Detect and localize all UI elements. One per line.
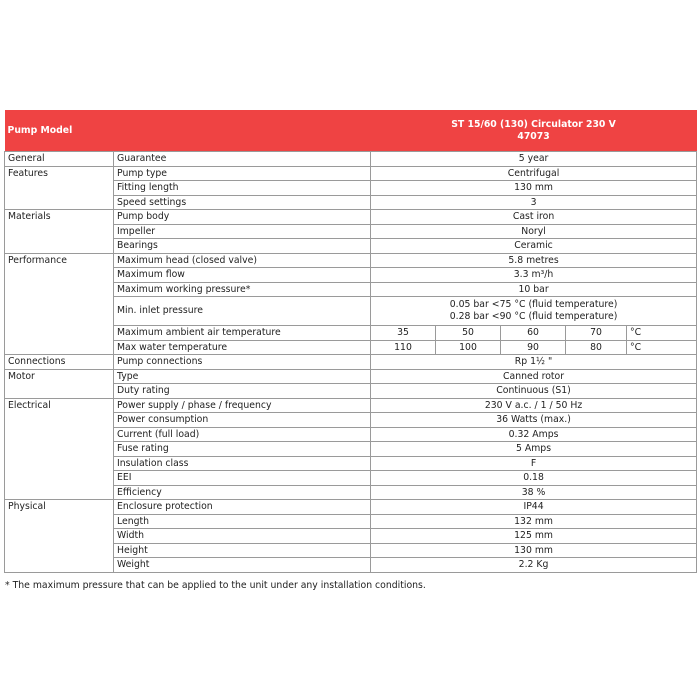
spec-label: Bearings [114,239,371,254]
spec-label: Power consumption [114,413,371,428]
table-row [5,500,697,515]
spec-value [371,297,697,326]
spec-label: Maximum flow [114,268,371,283]
spec-value: 3 [371,195,697,210]
spec-value: 38 % [371,485,697,500]
spec-value: 0.32 Amps [371,427,697,442]
spec-label: Min. inlet pressure [114,297,371,326]
spec-label: Power supply / phase / frequency [114,398,371,413]
spec-label: Length [114,514,371,529]
ambient-temp-value: 70 [566,326,627,341]
group-features: Features [5,166,114,210]
spec-value: 230 V a.c. / 1 / 50 Hz [371,398,697,413]
ambient-temp-value: 35 [371,326,436,341]
table-row [5,166,697,181]
group-connections: Connections [5,355,114,370]
group-physical: Physical [5,500,114,573]
spec-label: Type [114,369,371,384]
spec-value: 5.8 metres [371,253,697,268]
spec-value: Noryl [371,224,697,239]
spec-value: Continuous (S1) [371,384,697,399]
table-header-row [5,110,697,152]
spec-label: Maximum head (closed valve) [114,253,371,268]
unit-label: °C [627,340,697,355]
spec-value: Rp 1½ " [371,355,697,370]
group-electrical: Electrical [5,398,114,500]
spec-label: Fitting length [114,181,371,196]
spec-label: Current (full load) [114,427,371,442]
spec-label: Speed settings [114,195,371,210]
group-performance: Performance [5,253,114,355]
table-row [5,152,697,167]
unit-label: °C [627,326,697,341]
spec-label: Impeller [114,224,371,239]
pump-model-code: 47073 [517,130,550,142]
water-temp-value: 100 [436,340,501,355]
spec-label: Pump connections [114,355,371,370]
spec-value: 125 mm [371,529,697,544]
ambient-temp-value: 60 [501,326,566,341]
spec-value: IP44 [371,500,697,515]
spec-value: 36 Watts (max.) [371,413,697,428]
table-row [5,369,697,384]
spec-label: Maximum ambient air temperature [114,326,371,341]
spec-label: Weight [114,558,371,573]
inlet-pressure-75: 0.05 bar <75 °C (fluid temperature) [449,299,618,310]
spec-value: 130 mm [371,543,697,558]
spec-value: 3.3 m³/h [371,268,697,283]
spec-value: 10 bar [371,282,697,297]
spec-value: Centrifugal [371,166,697,181]
table-row [5,398,697,413]
spec-label: Height [114,543,371,558]
water-temp-value: 80 [566,340,627,355]
water-temp-value: 90 [501,340,566,355]
water-temp-value: 110 [371,340,436,355]
spec-value: 132 mm [371,514,697,529]
spec-label: Pump body [114,210,371,225]
inlet-pressure-90: 0.28 bar <90 °C (fluid temperature) [449,311,618,322]
pump-model-label: Pump Model [5,110,371,152]
pump-model-name: ST 15/60 (130) Circulator 230 V [451,118,616,130]
spec-value: 5 year [371,152,697,167]
spec-label: Width [114,529,371,544]
footnote: * The maximum pressure that can be applied to the unit under any installation conditions. [5,580,426,591]
table-row [5,210,697,225]
table-row [5,253,697,268]
spec-label: Fuse rating [114,442,371,457]
spec-value: 5 Amps [371,442,697,457]
ambient-temp-value: 50 [436,326,501,341]
spec-value: 0.18 [371,471,697,486]
group-materials: Materials [5,210,114,254]
spec-label: Duty rating [114,384,371,399]
spec-label: Max water temperature [114,340,371,355]
spec-table [4,110,697,573]
spec-value: Cast iron [371,210,697,225]
spec-value: F [371,456,697,471]
table-row [5,355,697,370]
spec-label: Efficiency [114,485,371,500]
spec-label: Guarantee [114,152,371,167]
group-motor: Motor [5,369,114,398]
group-general: General [5,152,114,167]
spec-value: 2.2 Kg [371,558,697,573]
spec-label: Pump type [114,166,371,181]
pump-model-value [371,110,697,152]
spec-value: Ceramic [371,239,697,254]
spec-label: Insulation class [114,456,371,471]
spec-value: Canned rotor [371,369,697,384]
spec-label: Enclosure protection [114,500,371,515]
spec-value: 130 mm [371,181,697,196]
spec-label: EEI [114,471,371,486]
spec-label: Maximum working pressure* [114,282,371,297]
